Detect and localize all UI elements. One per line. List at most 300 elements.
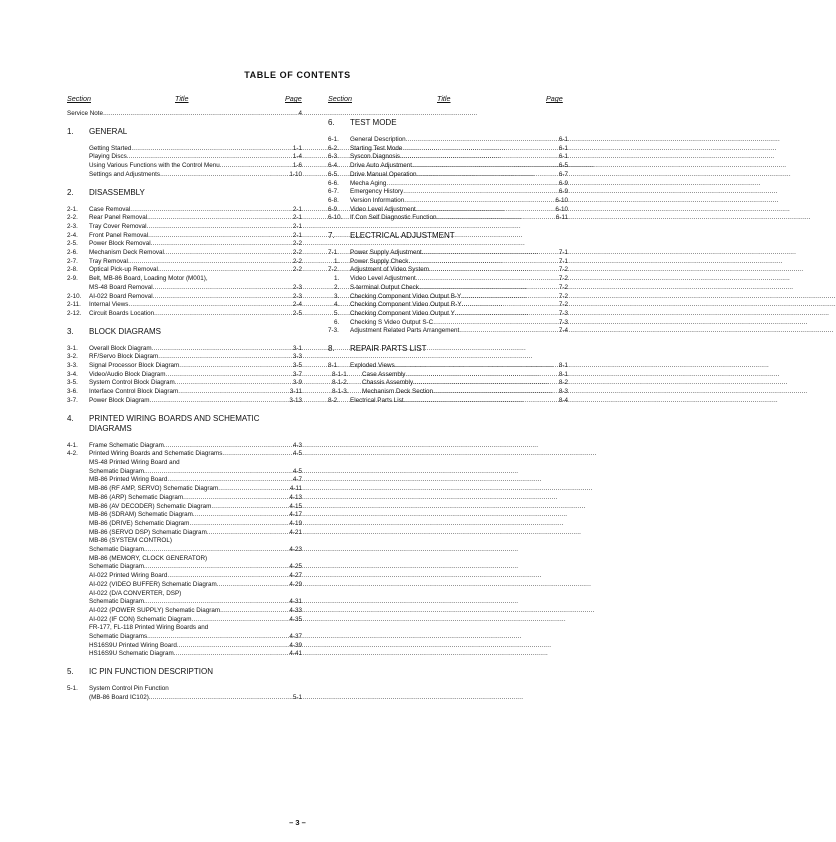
leader-dots <box>131 145 290 154</box>
entry-number: 2-7. <box>67 257 78 265</box>
toc-entry <box>328 258 568 267</box>
page-header-right: Page <box>546 94 563 103</box>
entry-number: 1. <box>334 257 340 265</box>
entry-title: Starting Test Mode <box>350 144 403 152</box>
entry-title: Mecha Aging <box>350 179 387 187</box>
section-number: 2. <box>67 187 74 197</box>
section-header-left: Section <box>67 94 91 103</box>
leader-dots <box>130 206 290 215</box>
toc-entry <box>67 388 302 397</box>
entry-page: 7-3 <box>558 309 568 317</box>
entry-page: 7-3 <box>558 318 568 326</box>
entry-page: 8-1 <box>558 362 568 370</box>
toc-entry <box>67 572 302 581</box>
entry-title: Video Level Adjustment <box>350 275 416 283</box>
toc-entry <box>67 494 302 503</box>
entry-title: MB-86 (ARP) Schematic Diagram <box>89 493 184 501</box>
entry-title: Schematic Diagram <box>89 563 144 571</box>
entry-number: 4-2. <box>67 450 78 458</box>
entry-page: 3-9 <box>292 379 302 387</box>
entry-page: 3-3 <box>292 353 302 361</box>
leader-dots <box>183 494 286 503</box>
toc-entry <box>67 214 302 223</box>
entry-page: 4 <box>298 110 302 117</box>
toc-entry <box>328 388 568 397</box>
entry-page: 2-1 <box>292 205 302 213</box>
entry-page: 4-25 <box>289 563 302 571</box>
toc-entry <box>67 293 302 302</box>
entry-title: Checking Component Video Output Y <box>350 309 455 317</box>
entry-title: MB-86 Printed Wiring Board <box>89 476 168 484</box>
leader-dots <box>144 563 286 572</box>
entry-number: 2-10. <box>67 292 82 300</box>
entry-page: 6-10 <box>555 205 568 213</box>
entry-title: Video/Audio Block Diagram <box>89 370 166 378</box>
toc-entry <box>67 249 302 258</box>
toc-entry <box>67 206 302 215</box>
entry-number: 7-2. <box>328 266 339 274</box>
leader-dots <box>413 379 556 388</box>
toc-entry <box>67 563 302 572</box>
section-heading <box>328 231 568 241</box>
leader-dots <box>147 214 290 223</box>
entry-title: HS16S9U Schematic Diagram <box>89 650 174 658</box>
toc-entry <box>67 240 302 249</box>
page-title: TABLE OF CONTENTS <box>244 70 351 80</box>
leader-dots <box>158 266 290 275</box>
toc-entry <box>67 476 302 485</box>
toc-entry <box>328 379 568 388</box>
leader-dots <box>193 511 286 520</box>
entry-number: 7-3. <box>328 327 339 335</box>
toc-entry <box>67 310 302 319</box>
leader-dots <box>419 284 556 293</box>
leader-dots <box>417 171 556 180</box>
leader-dots <box>429 266 556 275</box>
section-number: 1. <box>67 126 74 136</box>
entry-page: 2-2 <box>292 257 302 265</box>
entry-number: 4. <box>334 301 340 309</box>
leader-dots <box>416 206 553 215</box>
entry-number: 6. <box>334 318 340 326</box>
entry-number: 2-6. <box>67 249 78 257</box>
toc-entry <box>67 520 302 529</box>
leader-dots <box>153 293 290 302</box>
entry-number: 6-7. <box>328 188 339 196</box>
leader-dots <box>154 310 290 319</box>
leader-dots <box>158 353 290 362</box>
entry-page: 7-2 <box>558 266 568 274</box>
entry-number: 8-2. <box>328 396 339 404</box>
entry-number: 6-2. <box>328 144 339 152</box>
leader-dots <box>128 301 289 310</box>
entry-page: 7-2 <box>558 292 568 300</box>
section-heading <box>67 127 302 137</box>
entry-title: Rear Panel Removal <box>89 214 148 222</box>
toc-entry <box>67 581 302 590</box>
entry-page: 4-7 <box>292 476 302 484</box>
entry-page: 1-10 <box>289 170 302 178</box>
entry-page: 4-37 <box>289 633 302 641</box>
leader-dots <box>416 275 556 284</box>
toc-left-column <box>67 110 302 703</box>
leader-dots <box>408 258 555 267</box>
entry-number: 3-5. <box>67 379 78 387</box>
leader-dots <box>147 633 286 642</box>
section-title: GENERAL <box>89 126 128 136</box>
toc-entry <box>328 275 568 284</box>
toc-entry <box>67 485 302 494</box>
leader-dots <box>148 232 290 241</box>
leader-dots <box>220 162 290 171</box>
toc-entry <box>67 555 302 564</box>
leader-dots <box>459 327 556 336</box>
entry-page: 6-7 <box>558 170 568 178</box>
entry-title: Circuit Boards Location <box>89 309 155 317</box>
toc-entry <box>67 685 302 694</box>
entry-page: 4-5 <box>292 467 302 475</box>
toc-entry <box>67 397 302 406</box>
entry-number: 2-8. <box>67 266 78 274</box>
section-title: REPAIR PARTS LIST <box>350 344 427 354</box>
toc-entry <box>67 153 302 162</box>
toc-entry <box>67 232 302 241</box>
entry-number: 3-6. <box>67 388 78 396</box>
entry-title: Settings and Adjustments <box>89 170 161 178</box>
leader-dots <box>422 249 556 258</box>
entry-page: 7-1 <box>558 249 568 257</box>
leader-dots <box>412 162 556 171</box>
toc-entry <box>67 598 302 607</box>
title-header-left: Title <box>175 94 189 103</box>
toc-entry <box>67 223 302 232</box>
entry-number: 5. <box>334 309 340 317</box>
entry-title: Emergency History <box>350 188 404 196</box>
entry-page: 4-17 <box>289 511 302 519</box>
leader-dots <box>436 214 552 223</box>
entry-title: Belt, MB-86 Board, Loading Motor (M001), <box>89 275 208 283</box>
toc-entry <box>67 503 302 512</box>
entry-title: AI-022 (IF CON) Schematic Diagram <box>89 615 192 623</box>
toc-entry <box>328 162 568 171</box>
entry-number: 3-3. <box>67 362 78 370</box>
entry-title: Power Block Diagram <box>89 396 150 404</box>
leader-dots <box>455 310 556 319</box>
toc-entry <box>328 145 568 154</box>
toc-entry <box>67 110 302 119</box>
entry-title: Overall Block Diagram <box>89 344 152 352</box>
entry-number: 1. <box>334 275 340 283</box>
toc-entry <box>328 197 568 206</box>
entry-number: 6-9. <box>328 205 339 213</box>
leader-dots <box>151 240 290 249</box>
entry-number: 8-1-1. <box>332 370 349 378</box>
toc-entry <box>67 162 302 171</box>
entry-page: 3-1 <box>292 344 302 352</box>
section-header-right: Section <box>328 94 352 103</box>
leader-dots <box>218 485 287 494</box>
toc-right-column <box>328 110 568 406</box>
toc-entry <box>67 616 302 625</box>
entry-title: Power Supply Check <box>350 257 409 265</box>
entry-number: 2-5. <box>67 240 78 248</box>
entry-title: Syscon Diagnosis <box>350 153 401 161</box>
toc-entry <box>328 284 568 293</box>
entry-number: 6-1. <box>328 136 339 143</box>
entry-number: 3-4. <box>67 370 78 378</box>
leader-dots <box>166 371 290 380</box>
toc-entry <box>328 266 568 275</box>
entry-number: 6-4. <box>328 162 339 170</box>
entry-number: 6-6. <box>328 179 339 187</box>
leader-dots <box>405 371 555 380</box>
leader-dots <box>164 442 290 451</box>
entry-page: 3-13 <box>289 396 302 404</box>
entry-title: S-terminal Output Check <box>350 283 419 291</box>
toc-entry <box>67 450 302 459</box>
toc-entry <box>67 537 302 546</box>
entry-title: (MB-86 Board IC102) <box>89 693 149 701</box>
toc-entry <box>328 371 568 380</box>
entry-page: 2-1 <box>292 222 302 230</box>
toc-entry <box>67 590 302 599</box>
leader-dots <box>175 379 290 388</box>
entry-page: 3-11 <box>289 388 302 396</box>
entry-title: Adjustment Related Parts Arrangement <box>350 327 460 335</box>
leader-dots <box>222 450 290 459</box>
entry-page: 4-5 <box>292 450 302 458</box>
entry-page: 4-41 <box>289 650 302 658</box>
section-heading <box>67 667 302 677</box>
entry-page: 8-1 <box>558 370 568 378</box>
toc-entry <box>328 249 568 258</box>
entry-title: Mechanism Deck Section <box>362 388 434 396</box>
section-number: 5. <box>67 667 74 677</box>
entry-title: Playing Discs <box>89 153 127 161</box>
leader-dots <box>403 188 556 197</box>
entry-page: 4-11 <box>289 485 302 493</box>
toc-entry <box>67 345 302 354</box>
entry-page: 1-6 <box>292 162 302 170</box>
toc-entry <box>328 188 568 197</box>
leader-dots <box>103 110 295 119</box>
entry-title: Case Removal <box>89 205 131 213</box>
entry-title: Optical Pick-up Removal <box>89 266 158 274</box>
entry-title: AI-022 (POWER SUPPLY) Schematic Diagram <box>89 606 221 614</box>
toc-entry <box>67 459 302 468</box>
entry-page: 1-4 <box>292 153 302 161</box>
leader-dots <box>192 616 287 625</box>
entry-title: Frame Schematic Diagram <box>89 441 164 449</box>
entry-page: 2-4 <box>292 301 302 309</box>
leader-dots <box>217 581 287 590</box>
section-number: 8. <box>328 344 335 354</box>
entry-title: MS-48 Printed Wiring Board and <box>89 458 180 466</box>
entry-title: General Description <box>350 136 406 143</box>
leader-dots <box>406 136 556 145</box>
toc-entry <box>328 310 568 319</box>
leader-dots <box>461 293 556 302</box>
entry-page: 3-5 <box>292 362 302 370</box>
toc-entry <box>67 468 302 477</box>
toc-entry <box>67 529 302 538</box>
entry-title: MB-86 (AV DECODER) Schematic Diagram <box>89 502 212 510</box>
entry-number: 3-1. <box>67 344 78 352</box>
entry-title: Power Supply Adjustment <box>350 249 422 257</box>
entry-title: Mechanism Deck Removal <box>89 249 164 257</box>
entry-page: 8-3 <box>558 388 568 396</box>
leader-dots <box>402 145 556 154</box>
entry-title: Signal Processor Block Diagram <box>89 362 180 370</box>
entry-page: 5-1 <box>292 693 302 701</box>
toc-entry <box>67 633 302 642</box>
entry-number: 7-1. <box>328 249 339 257</box>
entry-title: Drive Auto Adjustment <box>350 162 412 170</box>
page-header-left: Page <box>285 94 302 103</box>
entry-page: 6-9 <box>558 179 568 187</box>
leader-dots <box>144 468 290 477</box>
entry-page: 4-35 <box>289 615 302 623</box>
toc-entry <box>328 301 568 310</box>
section-heading <box>67 188 302 198</box>
entry-title: Service Note <box>67 110 104 117</box>
entry-number: 4-1. <box>67 441 78 449</box>
toc-entry <box>67 266 302 275</box>
entry-page: 6-5 <box>558 162 568 170</box>
entry-page: 7-1 <box>558 257 568 265</box>
entry-title: Internal Views <box>89 301 129 309</box>
entry-page: 1-1 <box>292 144 302 152</box>
entry-title: MB-86 (MEMORY, CLOCK GENERATOR) <box>89 554 208 562</box>
entry-title: Printed Wiring Boards and Schematic Diagrams <box>89 450 223 458</box>
entry-page: 8-4 <box>558 396 568 404</box>
entry-page: 4-3 <box>292 441 302 449</box>
entry-number: 2-12. <box>67 309 82 317</box>
entry-title: MB-86 (SDRAM) Schematic Diagram <box>89 511 193 519</box>
entry-page: 2-3 <box>292 292 302 300</box>
toc-entry <box>328 171 568 180</box>
toc-entry <box>328 362 568 371</box>
leader-dots <box>174 650 287 659</box>
entry-title: AI-022 Printed Wiring Board <box>89 572 168 580</box>
entry-title: System Control Block Diagram <box>89 379 175 387</box>
entry-page: 4-21 <box>289 528 302 536</box>
entry-page: 4-39 <box>289 641 302 649</box>
entry-number: 2-11. <box>67 301 81 309</box>
entry-title: RF/Servo Block Diagram <box>89 353 159 361</box>
leader-dots <box>179 362 290 371</box>
leader-dots <box>167 476 289 485</box>
entry-number: 8-1. <box>328 362 339 370</box>
entry-title: Interface Control Block Diagram <box>89 388 179 396</box>
entry-number: 2-1. <box>67 205 78 213</box>
toc-entry <box>67 511 302 520</box>
leader-dots <box>400 153 556 162</box>
section-number: 7. <box>328 231 335 241</box>
leader-dots <box>127 153 290 162</box>
entry-number: 2-3. <box>67 222 78 230</box>
toc-entry <box>67 284 302 293</box>
entry-title: MB-86 (SYSTEM CONTROL) <box>89 537 172 545</box>
entry-page: 4-31 <box>289 598 302 606</box>
toc-entry <box>328 214 568 223</box>
entry-page: 2-2 <box>292 266 302 274</box>
entry-title: FR-177, FL-118 Printed Wiring Boards and <box>89 624 209 632</box>
leader-dots <box>177 642 287 651</box>
entry-title: Schematic Diagrams <box>89 633 148 641</box>
entry-page: 6-10 <box>555 196 568 204</box>
entry-title: If Con Self Diagnostic Function <box>350 214 437 222</box>
entry-number: 6-8. <box>328 196 339 204</box>
section-heading <box>67 327 302 337</box>
page-number: – 3 – <box>289 818 306 827</box>
entry-title: Checking Component Video Output B-Y <box>350 292 462 300</box>
leader-dots <box>433 388 556 397</box>
entry-title: Schematic Diagram <box>89 598 144 606</box>
entry-page: 6-11 <box>555 214 568 222</box>
title-header-right: Title <box>437 94 451 103</box>
entry-title: Schematic Diagram <box>89 546 144 554</box>
entry-title: Checking Component Video Output R-Y <box>350 301 462 309</box>
toc-entry <box>67 650 302 659</box>
entry-page: 8-2 <box>558 379 568 387</box>
section-heading <box>67 414 302 434</box>
section-title: DISASSEMBLY <box>89 187 145 197</box>
toc-entry <box>67 546 302 555</box>
toc-entry <box>67 642 302 651</box>
entry-page: 4-29 <box>289 580 302 588</box>
leader-dots <box>211 503 286 512</box>
entry-title: Front Panel Removal <box>89 231 149 239</box>
entry-title: Schematic Diagram <box>89 467 144 475</box>
entry-title: Tray Cover Removal <box>89 222 147 230</box>
entry-page: 2-3 <box>292 283 302 291</box>
toc-entry <box>328 327 568 336</box>
leader-dots <box>404 197 552 206</box>
entry-page: 2-1 <box>292 214 302 222</box>
leader-dots <box>404 397 556 406</box>
entry-page: 6-1 <box>558 153 568 161</box>
entry-page: 7-4 <box>558 327 568 335</box>
toc-entry <box>67 145 302 154</box>
toc-entry <box>67 442 302 451</box>
toc-entry <box>67 362 302 371</box>
entry-page: 4-33 <box>289 606 302 614</box>
leader-dots <box>128 258 290 267</box>
toc-entry <box>328 136 568 145</box>
section-title: TEST MODE <box>350 118 397 127</box>
toc-entry <box>328 153 568 162</box>
entry-title: AI-022 Board Removal <box>89 292 153 300</box>
toc-entry <box>328 180 568 189</box>
leader-dots <box>164 249 290 258</box>
leader-dots <box>149 694 290 703</box>
entry-title: MB-86 (RF AMP, SERVO) Schematic Diagram <box>89 485 219 493</box>
entry-page: 3-7 <box>292 370 302 378</box>
entry-number: 3. <box>334 292 340 300</box>
toc-entry <box>67 275 302 284</box>
leader-dots <box>189 520 286 529</box>
entry-title: HS16S9U Printed Wiring Board <box>89 641 177 649</box>
entry-page: 2-1 <box>292 231 302 239</box>
entry-title: Case Assembly <box>362 370 406 378</box>
entry-page: 2-2 <box>292 249 302 257</box>
section-title: PRINTED WIRING BOARDS AND SCHEMATIC DIAGRAMS <box>89 413 260 433</box>
toc-entry <box>328 319 568 328</box>
leader-dots <box>147 223 290 232</box>
toc-entry <box>67 607 302 616</box>
entry-title: Getting Started <box>89 144 132 152</box>
